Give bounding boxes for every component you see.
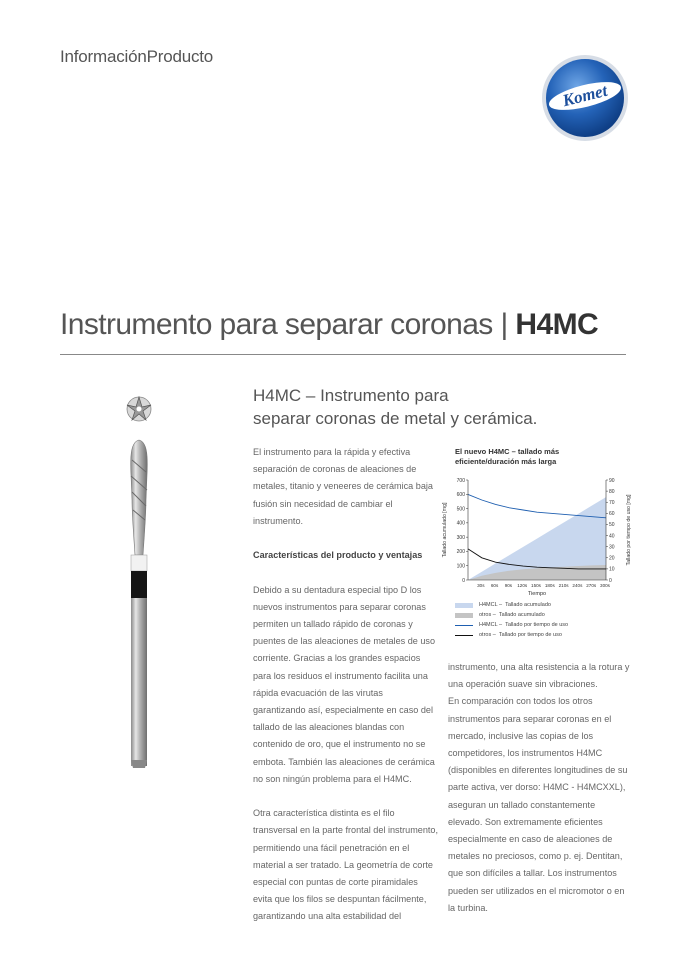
y-tick-label-left: 700 xyxy=(456,477,465,484)
text-column-2 xyxy=(448,659,630,917)
legend-swatch xyxy=(455,635,473,636)
y-tick-label-left: 600 xyxy=(456,492,465,499)
title-code: H4MC xyxy=(515,308,599,341)
subtitle-line2: separar coronas de metal y cerámica. xyxy=(253,409,538,428)
title-main: Instrumento para separar coronas xyxy=(60,308,493,341)
x-tick-label: 180s xyxy=(544,583,555,588)
legend-item-h4mc-acum: H4MCL – Tallado acumulado xyxy=(455,600,635,610)
performance-chart xyxy=(438,470,638,602)
continued-paragraph: instrumento, una alta resistencia a la rotura y una operación suave sin vibraciones. xyxy=(448,662,630,690)
intro-paragraph: El instrumento para la rápida y efectiva separación de coronas de aleaciones de metales, titanio y veneeres de cerámica baja fusión sin necesidad de cambiar el instrumento. xyxy=(253,447,433,526)
y-tick-label-right: 30 xyxy=(609,544,615,551)
legend-swatch xyxy=(455,625,473,626)
y-tick-label-left: 500 xyxy=(456,506,465,513)
x-tick-label: 210s xyxy=(558,583,569,588)
x-tick-label: 300s xyxy=(600,583,610,588)
y-tick-label-right: 10 xyxy=(609,566,615,573)
chart-title-line2: eficiente/duración más larga xyxy=(455,457,557,466)
y-tick-label-right: 20 xyxy=(609,555,615,562)
bur-instrument-image xyxy=(120,380,180,775)
page-title xyxy=(60,308,598,342)
subtitle xyxy=(253,384,613,430)
subtitle-line1: H4MC – Instrumento para xyxy=(253,386,449,405)
y-tick-label-left: 300 xyxy=(456,534,465,541)
comparison-paragraph: En comparación con todos los otros instrumentos para separar coronas en el mercado, inclusive las copias de los competidores, los instrumentos H4MC (disponibles en diferentes longitudines de su parte activa, ver dorso: H4MC - H4MCXXL), aseguran un tallado constantemente elevado. Son extremamente eficientes especialmente en caso de aleaciones de metales no preciosos, como p. ej. Dentitan, que son difíciles a tallar. Los instrumentos pueden ser utilizados en el micromotor o en la turbina. xyxy=(448,696,628,913)
chart-legend xyxy=(455,600,635,640)
legend-item-h4mc-uso: H4MCL – Tallado por tiempo de uso xyxy=(455,620,635,630)
features-heading: Características del producto y ventajas xyxy=(253,550,423,561)
y-tick-label-right: 90 xyxy=(609,477,615,484)
legend-item-otros-acum: otros – Tallado acumulado xyxy=(455,610,635,620)
chart-title-line1: El nuevo H4MC – tallado más xyxy=(455,447,560,456)
y-tick-label-right: 0 xyxy=(609,577,612,584)
y-tick-label-right: 80 xyxy=(609,488,615,495)
y-tick-label-right: 70 xyxy=(609,500,615,507)
x-tick-label: 150s xyxy=(531,583,541,588)
y-tick-label-left: 0 xyxy=(462,577,465,584)
chart-title xyxy=(455,447,605,467)
bur-top-view-icon xyxy=(127,397,151,421)
x-tick-label: 240s xyxy=(572,583,583,588)
y-tick-label-left: 100 xyxy=(456,563,465,570)
x-tick-label: 90s xyxy=(504,583,513,588)
features-paragraph-1: Debido a su dentadura especial tipo D los nuevos instrumentos para separar coronas permiten un tallado rápido de coronas y puentes de las aleaciones de metales de uso corriente. Gracias a los grandes espacios para los residuos el instrumento facilita una rápida evacuación de las virutas garantizando así, especialmente en caso del tallado de las aleaciones blandas con contenido de oro, que el instrumento no se embota. También las aleaciones de cerámica no son ningún problema para el H4MC. xyxy=(253,584,435,784)
x-tick-label: 120s xyxy=(517,583,528,588)
y-tick-label-right: 60 xyxy=(609,511,615,518)
x-tick-label: 270s xyxy=(586,583,597,588)
logo-text: Komet xyxy=(560,80,610,111)
legend-swatch xyxy=(455,603,473,608)
x-tick-label: 60s xyxy=(490,583,499,588)
x-tick-label: 30s xyxy=(477,583,485,588)
x-axis-label: Tiempo xyxy=(527,591,547,597)
y-axis-label-right: Tallado por tiempo de uso [mg] xyxy=(626,494,632,566)
title-divider xyxy=(60,354,626,355)
features-paragraph-2: Otra característica distinta es el filo transversal en la parte frontal del instrumento, permitiendo una fácil penetración en el material a ser tratado. La geometría de corte especial con puntas de corte piramidales evita que los filos se despuntan fácilmente, garantizando una alta estabilidad del xyxy=(253,808,439,922)
legend-item-otros-uso: otros – Tallado por tiempo de uso xyxy=(455,630,635,640)
y-tick-label-right: 50 xyxy=(609,522,615,529)
komet-logo xyxy=(541,54,629,142)
legend-swatch xyxy=(455,613,473,618)
y-tick-label-left: 200 xyxy=(456,549,465,556)
header-label: InformaciónProducto xyxy=(60,47,214,66)
y-tick-label-left: 400 xyxy=(456,520,465,527)
text-column-1 xyxy=(253,444,438,943)
y-axis-label-left: Tallado acumulado [mg] xyxy=(442,502,448,558)
y-tick-label-right: 40 xyxy=(609,533,615,540)
title-separator: | xyxy=(500,308,508,341)
